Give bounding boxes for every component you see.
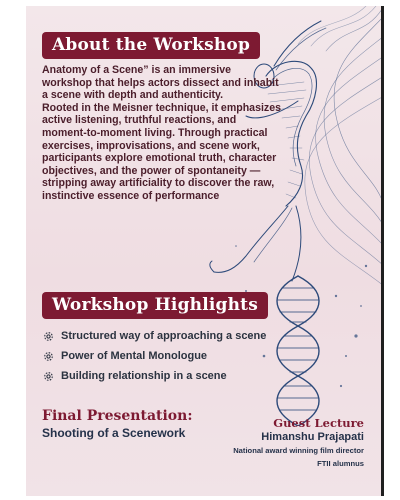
gear-icon [42,370,55,383]
highlight-label: Power of Mental Monologue [61,350,208,362]
highlight-label: Building relationship in a scene [61,370,227,382]
about-paragraph-intro: Anatomy of a Scene” is an immersive workshop that helps actors dissect and inhabit a scene with depth and authenticity. [42,64,279,102]
guest-lecture-title: Guest Lecture [273,416,364,430]
highlights-list [42,326,322,386]
about-description [42,64,282,203]
highlights-heading: Workshop Highlights [42,292,268,319]
highlight-label: Structured way of approaching a scene [61,330,267,342]
guest-role: National award winning film director [233,446,364,455]
final-presentation-subtitle: Shooting of a Scenework [42,426,186,440]
guest-name: Himanshu Prajapati [261,431,364,443]
about-paragraph-method: Rooted in the Meisner technique, it emphasizes active listening, truthful reactions, and moment-to-moment living. Through practical exercises, improvisations, and scene work, participants explore emotional truth, character objectives, and the power of spontaneity — stripping away artificiality to discover the raw, instinctive essence of performance [42,101,281,202]
about-heading: About the Workshop [42,32,260,59]
guest-lecture-block [194,416,364,469]
highlight-item [42,366,322,386]
highlight-item [42,326,322,346]
gear-icon [42,350,55,363]
final-presentation-title: Final Presentation: [42,408,193,424]
guest-alumnus: FTII alumnus [317,459,364,468]
gear-icon [42,330,55,343]
poster-right-edge [381,6,384,496]
workshop-poster [26,6,384,496]
highlight-item [42,346,322,366]
